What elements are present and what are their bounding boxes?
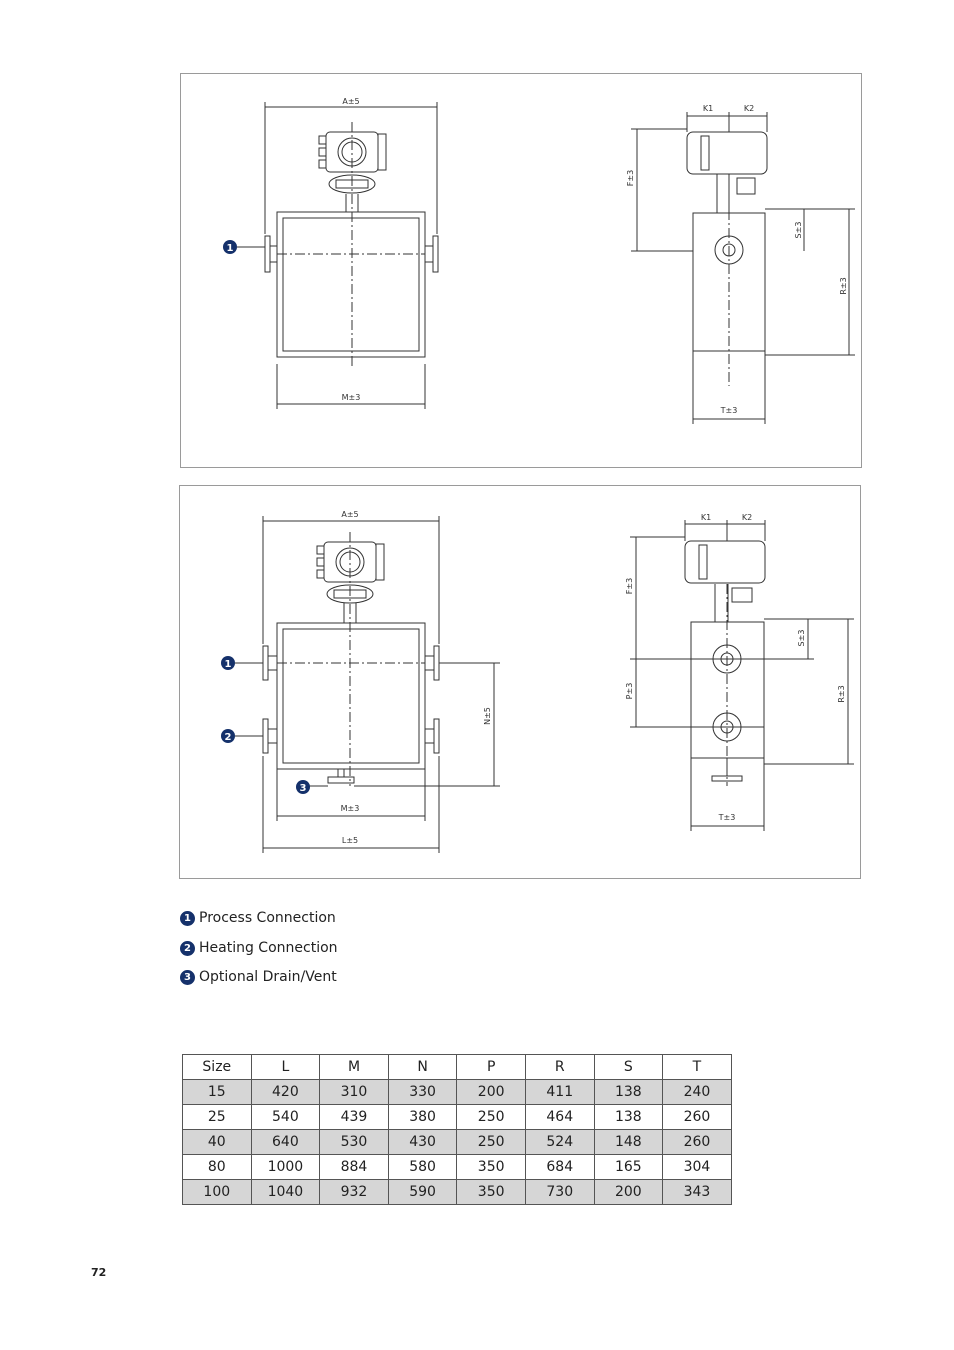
callout-number-3: 3 (299, 783, 307, 794)
table-row (183, 1130, 732, 1155)
table-cell: 1040 (251, 1180, 320, 1205)
dim-label-t: T±3 (720, 406, 738, 415)
page-number: 72 (91, 1266, 107, 1279)
table-cell: 684 (525, 1155, 594, 1180)
dimension-drawing-bottom (180, 486, 860, 878)
table-cell: 200 (594, 1180, 663, 1205)
table-header-row (183, 1055, 732, 1080)
table-cell: 80 (183, 1155, 252, 1180)
table-header-cell: T (663, 1055, 732, 1080)
table-header-cell: N (388, 1055, 457, 1080)
transmitter-head-side (685, 541, 765, 583)
dim-label-f: F±3 (625, 577, 634, 595)
table-cell: 350 (457, 1180, 526, 1205)
legend-text: Heating Connection (199, 940, 338, 956)
table-cell: 464 (525, 1105, 594, 1130)
legend-item-process-connection (180, 910, 336, 926)
process-flange-left (263, 646, 268, 680)
table-cell: 932 (320, 1180, 389, 1205)
dim-label-k1: K1 (700, 513, 712, 522)
dim-label-m: M±3 (340, 804, 360, 813)
dim-label-m: M±3 (341, 393, 361, 402)
dim-label-r: R±3 (837, 685, 846, 703)
dim-label-p: P±3 (625, 682, 634, 700)
table-cell: 100 (183, 1180, 252, 1205)
table-cell: 15 (183, 1080, 252, 1105)
legend-badge: 1 (180, 911, 195, 926)
legend-badge: 3 (180, 970, 195, 985)
table-row (183, 1105, 732, 1130)
dim-label-n: N±5 (483, 707, 492, 725)
table-cell: 304 (663, 1155, 732, 1180)
callout-number-2: 2 (224, 732, 232, 743)
dim-label-k2: K2 (741, 513, 753, 522)
table-cell: 430 (388, 1130, 457, 1155)
legend-badge: 2 (180, 941, 195, 956)
callout-number-1: 1 (226, 243, 234, 254)
drawing-panel-bottom (179, 485, 861, 879)
table-header-cell: S (594, 1055, 663, 1080)
table-cell: 343 (663, 1180, 732, 1205)
table-cell: 590 (388, 1180, 457, 1205)
table-cell: 25 (183, 1105, 252, 1130)
table-cell: 330 (388, 1080, 457, 1105)
table-cell: 411 (525, 1080, 594, 1105)
table-cell: 580 (388, 1155, 457, 1180)
legend-text: Process Connection (199, 910, 336, 926)
callout-number-1: 1 (224, 659, 232, 670)
drawing-panel-top (180, 73, 862, 468)
table-cell: 310 (320, 1080, 389, 1105)
drain-fitting (338, 769, 344, 777)
dim-label-f: F±3 (626, 169, 635, 187)
table-cell: 530 (320, 1130, 389, 1155)
table-header-cell: M (320, 1055, 389, 1080)
dim-label-s: S±3 (797, 629, 806, 647)
dimension-table (182, 1054, 732, 1205)
dim-label-r: R±3 (839, 277, 848, 295)
dim-label-s: S±3 (794, 221, 803, 239)
transmitter-head-side (687, 132, 767, 174)
table-cell: 138 (594, 1105, 663, 1130)
table-header-cell: Size (183, 1055, 252, 1080)
table-cell: 884 (320, 1155, 389, 1180)
table-row (183, 1180, 732, 1205)
table-cell: 200 (457, 1080, 526, 1105)
table-cell: 380 (388, 1105, 457, 1130)
heating-flange-right (434, 719, 439, 753)
table-header-cell: R (525, 1055, 594, 1080)
process-flange-right (433, 236, 438, 272)
dim-label-t: T±3 (718, 813, 736, 822)
table-cell: 640 (251, 1130, 320, 1155)
table-cell: 260 (663, 1130, 732, 1155)
process-flange-left (265, 236, 270, 272)
table-cell: 730 (525, 1180, 594, 1205)
table-cell: 260 (663, 1105, 732, 1130)
table-header-cell: P (457, 1055, 526, 1080)
dim-label-a: A±5 (342, 97, 360, 106)
dim-label-a: A±5 (341, 510, 359, 519)
heating-flange-left (263, 719, 268, 753)
table-cell: 350 (457, 1155, 526, 1180)
meter-housing-front (277, 212, 425, 357)
dim-label-k1: K1 (702, 104, 714, 113)
dimension-drawing-top (181, 74, 861, 467)
meter-housing-front (277, 623, 425, 769)
dim-label-l: L±5 (341, 836, 359, 845)
table-cell: 250 (457, 1105, 526, 1130)
dim-label-k2: K2 (743, 104, 755, 113)
table-row (183, 1155, 732, 1180)
table-header-cell: L (251, 1055, 320, 1080)
table-cell: 138 (594, 1080, 663, 1105)
table-cell: 165 (594, 1155, 663, 1180)
table-row (183, 1080, 732, 1105)
table-cell: 40 (183, 1130, 252, 1155)
table-cell: 240 (663, 1080, 732, 1105)
legend-item-heating-connection (180, 940, 338, 956)
table-cell: 540 (251, 1105, 320, 1130)
table-cell: 148 (594, 1130, 663, 1155)
table-cell: 420 (251, 1080, 320, 1105)
table-cell: 250 (457, 1130, 526, 1155)
table-cell: 524 (525, 1130, 594, 1155)
legend-item-optional-drain-vent (180, 969, 337, 985)
process-flange-right (434, 646, 439, 680)
legend-text: Optional Drain/Vent (199, 969, 337, 985)
table-cell: 439 (320, 1105, 389, 1130)
table-cell: 1000 (251, 1155, 320, 1180)
